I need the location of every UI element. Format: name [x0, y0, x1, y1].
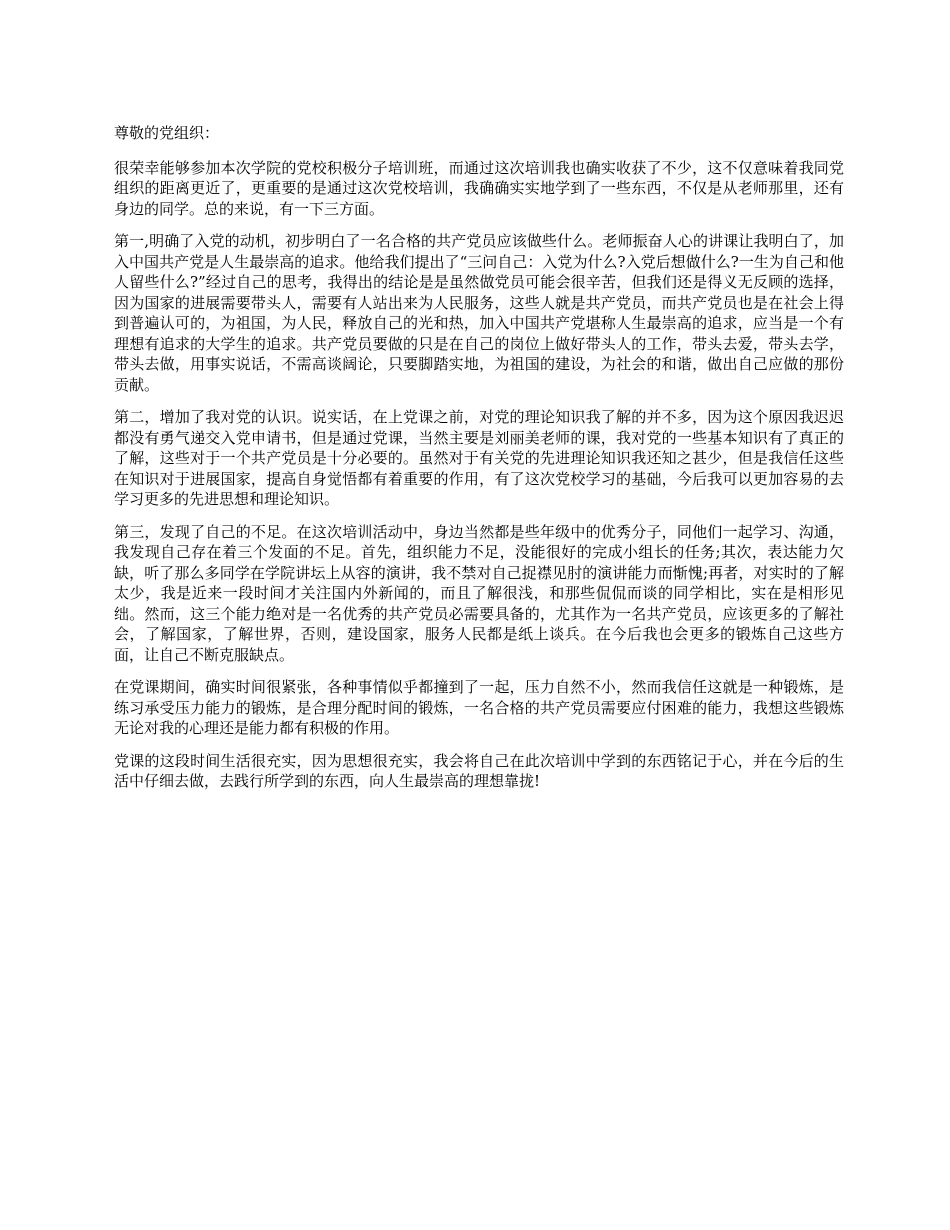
paragraph-first-point: 第一,明确了入党的动机，初步明白了一名合格的共产党员应该做些什么。老师振奋人心的讲课让我明白了，加入中国共产党是人生最崇高的追求。他给我们提出了“三问自己：入党为什么?入党后想做什么?一生为自己和他人留些什么?”经过自己的思考，我得出的结论是是虽然做党员可能会很辛苦，但我们还是得义无反顾的选择，因为国家的进展需要带头人，需要有人站出来为人民服务，这些人就是共产党员，而共产党员也是在社会上得到普遍认可的，为祖国，为人民，释放自己的光和热，加入中国共产党堪称人生最崇高的追求，应当是一个有理想有追求的大学生的追求。共产党员要做的只是在自己的岗位上做好带头人的工作，带头去爱，带头去学，带头去做，用事实说话，不需高谈阔论，只要脚踏实地，为祖国的建设，为社会的和谐，做出自己应做的那份贡献。	[114, 232, 844, 394]
paragraph-pressure: 在党课期间，确实时间很紧张，各种事情似乎都撞到了一起，压力自然不小，然而我信任这就是一种锻炼，是练习承受压力能力的锻炼，是合理分配时间的锻炼，一名合格的共产党员需要应付困难的能力，我想这些锻炼无论对我的心理还是能力都有积极的作用。	[114, 678, 844, 737]
paragraph-second-point: 第二，增加了我对党的认识。说实话，在上党课之前，对党的理论知识我了解的并不多，因为这个原因我迟迟都没有勇气递交入党申请书，但是通过党课，当然主要是刘丽美老师的课，我对党的一些基本知识有了真正的了解，这些对于一个共产党员是十分必要的。虽然对于有关党的先进理论知识我还知之甚少，但是我信任这些在知识对于进展国家，提高自身觉悟都有着重要的作用，有了这次党校学习的基础，今后我可以更加容易的去学习更多的先进思想和理论知识。	[114, 408, 844, 508]
paragraph-intro: 很荣幸能够参加本次学院的党校积极分子培训班，而通过这次培训我也确实收获了不少，这不仅意味着我同党组织的距离更近了，更重要的是通过这次党校培训，我确确实实地学到了一些东西，不仅是从老师那里，还有身边的同学。总的来说，有一下三方面。	[114, 158, 844, 218]
document-body	[114, 123, 844, 804]
paragraph-conclusion: 党课的这段时间生活很充实，因为思想很充实，我会将自己在此次培训中学到的东西铭记于心，并在今后的生活中仔细去做，去践行所学到的东西，向人生最崇高的理想靠拢!	[114, 751, 844, 790]
paragraph-third-point: 第三，发现了自己的不足。在这次培训活动中，身边当然都是些年级中的优秀分子，同他们一起学习、沟通，我发现自己存在着三个发面的不足。首先，组织能力不足，没能很好的完成小组长的任务;其次，表达能力欠缺，听了那么多同学在学院讲坛上从容的演讲，我不禁对自己捉襟见肘的演讲能力而惭愧;再者，对实时的了解太少，我是近来一段时间才关注国内外新闻的，而且了解很浅，和那些侃侃而谈的同学相比，实在是相形见绌。然而，这三个能力绝对是一名优秀的共产党员必需要具备的，尤其作为一名共产党员，应该更多的了解社会，了解国家，了解世界，否则，建设国家，服务人民都是纸上谈兵。在今后我也会更多的锻炼自己这些方面，让自己不断克服缺点。	[114, 522, 844, 664]
salutation: 尊敬的党组织：	[114, 124, 220, 142]
